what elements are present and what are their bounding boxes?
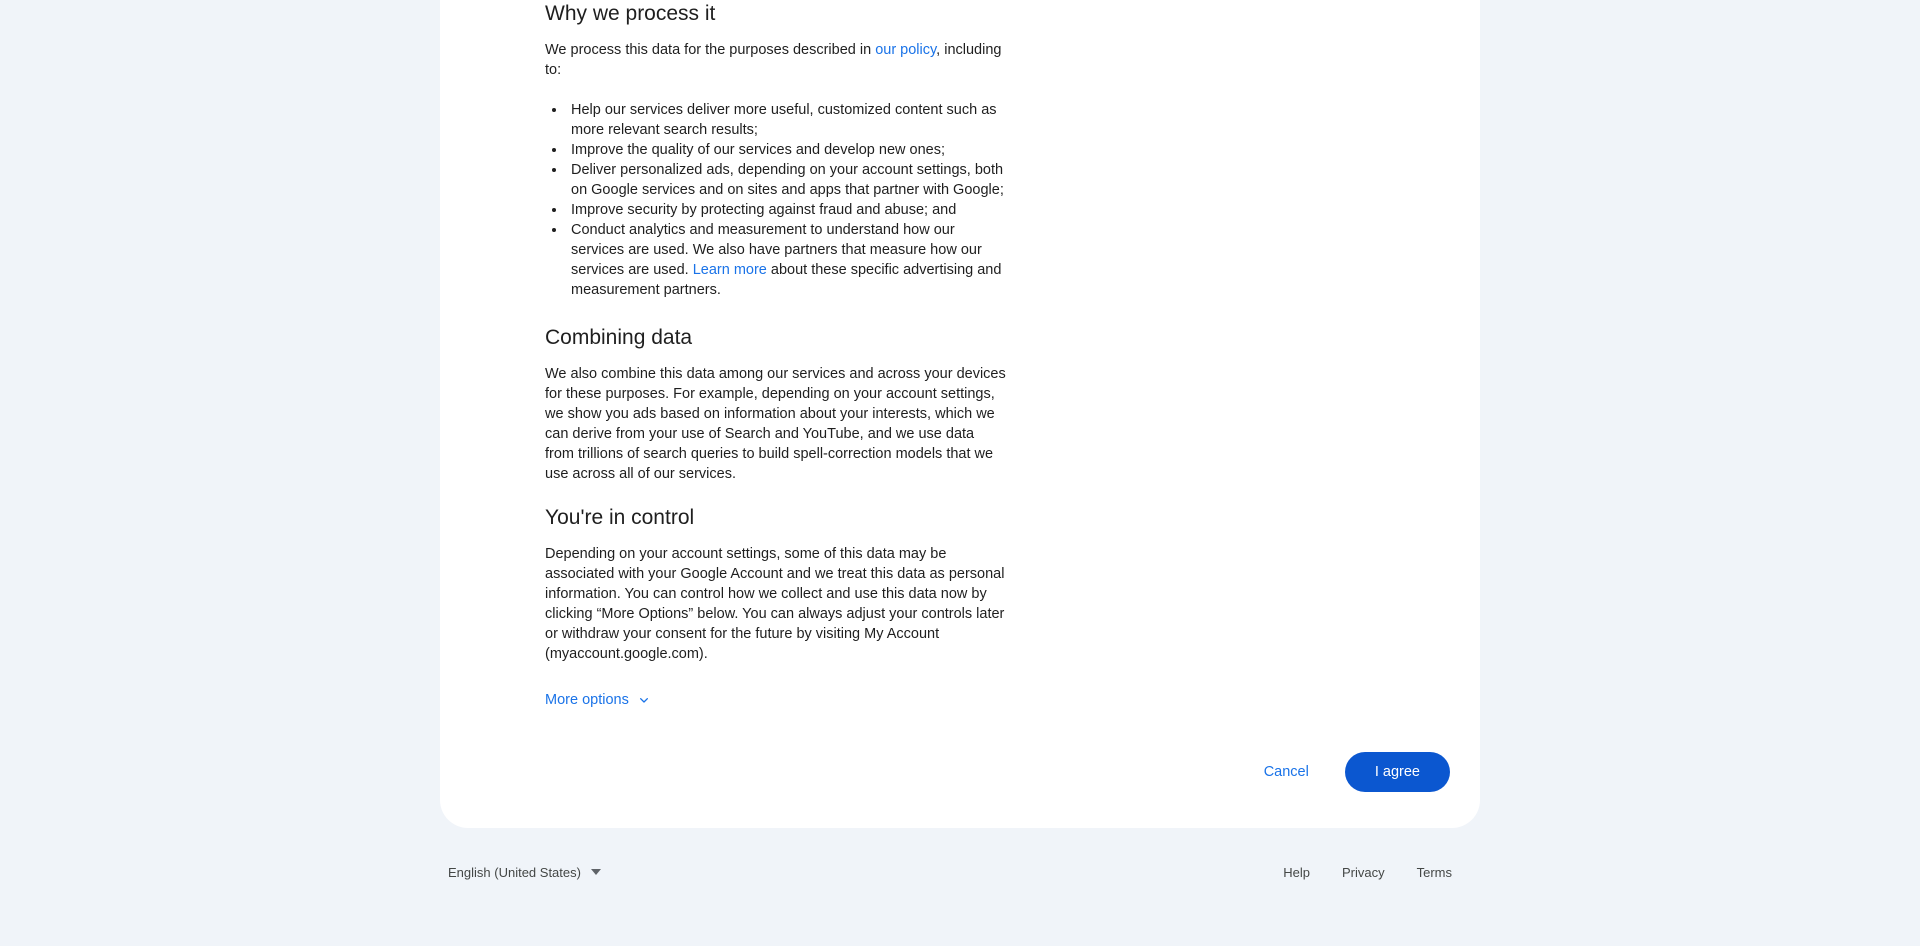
list-item-with-link [567, 220, 1007, 300]
why-intro-before: We process this data for the purposes described in [545, 42, 876, 58]
list-item: • Improve security by protecting against fraud and abuse; and [567, 200, 1007, 220]
language-selector[interactable] [440, 859, 609, 886]
footer-link-privacy[interactable]: Privacy [1341, 864, 1385, 880]
section-title-why: Why we process it [545, 2, 716, 25]
why-intro-after: , including to: [545, 42, 1002, 78]
section-title-control: You're in control [545, 506, 695, 529]
last-bullet-after: about these specific advertising and measurement partners. [571, 262, 1002, 298]
our-policy-link[interactable]: our policy [875, 42, 937, 58]
control-paragraph: Depending on your account settings, some of this data may be associated with your Google Account and we treat this data as personal information. You can control how we collect and use this data now by clicking “More Options” below. You can always adjust your controls later or withdraw your consent for the future by visiting My Account (myaccount.google.com). [545, 546, 1005, 662]
combining-paragraph: We also combine this data among our services and across your devices for these purposes. For example, depending on your account settings, we show you ads based on information about your interests, which we can derive from your use of Search and YouTube, and we use data from trillions of search queries to build spell-correction models that we use across all of our services. [545, 366, 1006, 482]
footer-link-help[interactable]: Help [1283, 864, 1310, 880]
action-row [1100, 752, 1450, 792]
cancel-button[interactable]: Cancel [1250, 754, 1323, 790]
section-title-combining: Combining data [545, 326, 693, 349]
list-item: • Help our services deliver more useful, customized content such as more relevant search results; [567, 100, 1007, 140]
list-item: • Improve the quality of our services and develop new ones; [567, 140, 1007, 160]
last-bullet-before: Conduct analytics and measurement to understand how our services are used. We also have partners that measure how our services are used. [571, 222, 982, 278]
footer-link-terms[interactable]: Terms [1416, 864, 1452, 880]
more-options-button[interactable] [545, 692, 652, 708]
consent-content [545, 0, 1007, 709]
why-intro-paragraph [545, 40, 1007, 80]
why-bullet-list [545, 100, 1007, 300]
list-item: • Deliver personalized ads, depending on your account settings, both on Google services and on sites and apps that partner with Google; [567, 160, 1007, 200]
footer-links [1283, 865, 1480, 880]
caret-down-icon [591, 869, 601, 875]
more-options-label: More options [545, 692, 629, 708]
chevron-down-icon [636, 692, 652, 708]
footer [440, 852, 1480, 892]
language-label: English (United States) [448, 864, 581, 880]
i-agree-button[interactable]: I agree [1345, 752, 1450, 792]
learn-more-link[interactable]: Learn more [692, 262, 767, 278]
